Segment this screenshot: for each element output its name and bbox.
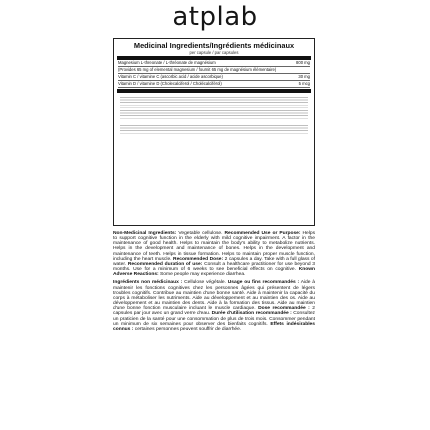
ingredient-name: Vitamin D / vitamine D (Cholecalciferol / Cholécalciférol)	[118, 81, 222, 86]
ingredient-name: Vitamin C / vitamine C (ascorbic acid / acide ascorbique)	[118, 74, 223, 79]
label-text	[113, 231, 315, 335]
panel-subtitle: per capsule / par capsules	[189, 50, 239, 55]
fine-print-block	[120, 125, 308, 134]
ingredient-amount: 5 mcg	[298, 81, 310, 86]
panel-title: Medicinal Ingredients/Ingrédients médicinaux	[133, 41, 295, 50]
ingredient-amount: 800 mg	[296, 60, 310, 65]
ingredient-amount: 30 mg	[298, 74, 310, 79]
ingredient-name: (Provides 65 mg of elemental magnesium / fournit 65 mg de magnésium élémentaire)	[118, 67, 277, 72]
fine-print-block	[120, 97, 308, 119]
heavy-rule	[117, 89, 311, 93]
ingredient-row	[118, 60, 310, 67]
ingredients-panel	[113, 38, 315, 226]
english-section: Non-Medicinal Ingredients: Vegetable cellulose. Recommended Use or Purpose: Helps to support cognitive function in the elderly with mild cognitive impairment. A factor in the maintenance of good health. Helps to maintain the body's ability to metabolize nutrients. Helps in the development and maintenance of bones. Helps in the development and maintenance of teeth. Helps in tissue formation. Helps to maintain proper muscle function, including the heart muscle. Recommended Dose: 2 capsules a day. Take with a full glass of water. Recommended duration of use: Consult a healthcare practitioner for use beyond 3 months. Use for a minimum of 6 weeks to see beneficial effects on cognitive. Known Adverse Reactions: Some people may experience diarrhea.	[113, 231, 316, 278]
ingredient-row	[118, 74, 310, 81]
ingredient-rows	[118, 60, 310, 88]
french-section: Ingrédients non médicinaux : Cellulose végétale. Usage ou fins recommandés : Aide à maintenir les fonctions cognitives chez les personnes âgées qui présentent de légers troubles cognitifs. Contribue au maintien d'une bonne santé. Aide à maintenir la capacité du corps à métaboliser les nutriments. Aide au développement et au maintien des os. Aide au développement et au maintien des dents. Aide à la formation des tissus. Aide au maintien d'une bonne fonction musculaire incluant le muscle cardiaque. Dose recommandée : 2 capsules par jour avec un grand verre d'eau. Durée d'utilisation recommandée : Consultez un praticien de la santé pour une consommation de plus de trois mois. Consommer pendant un minimum de six semaines pour observer des bienfaits cognitifs. Effets indésirables connus : certaines personnes peuvent souffrir de diarrhée.	[113, 280, 316, 332]
ingredient-row	[118, 81, 310, 88]
ingredient-name: Magnesium L-threonate / L-thréonate de magnésium	[118, 60, 216, 65]
brand-logo: atplab	[172, 2, 258, 32]
ingredient-row	[118, 67, 310, 74]
